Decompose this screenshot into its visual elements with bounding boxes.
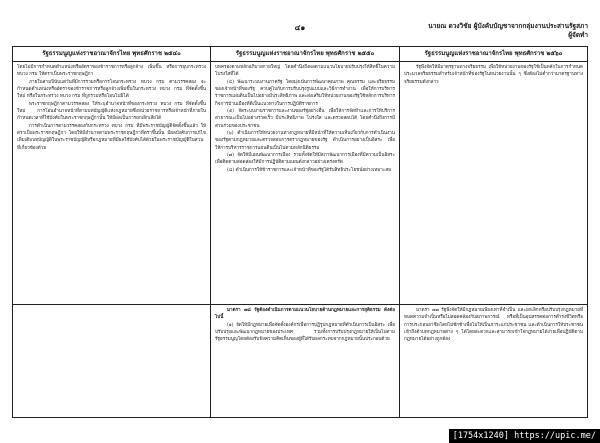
author-name: นายณ ดวงวิชัย ผู้บังคับบัญชาจากกลุ่มงานประสานรัฐสภา [428,22,588,30]
cell-2540-row1 [13,62,211,305]
paragraph: มาตรา ๗๗ รัฐพึงจัดให้มีกฎหมายเพียงเท่าที่จำเป็น และยกเลิกหรือปรับปรุงกฎหมายที่หมดความจำเป็นหรือไม่สอดคล้องกับสภาพการณ์ หรือที่เป็นอุปสรรคต่อการดำรงชีวิตหรือการประกอบอาชีพโดยไม่ชักช้าเพื่อไม่ให้เป็นภาระแก่ประชาชน และดำเนินการให้ประชาชนเข้าถึงตัวบทกฎหมายต่าง ๆ ได้โดยสะดวกและสามารถเข้าใจกฎหมายได้ง่ายเพื่อปฏิบัติตามกฎหมายได้อย่างถูกต้อง [404,308,583,343]
paragraph: (๖) ดำเนินการให้หน่วยงานทางกฎหมายที่มีหน้าที่ให้ความเห็นเกี่ยวกับการดำเนินงานของรัฐตามกฎหมายและตรวจสอบการตรากฎหมายของรัฐ ดำเนินการอย่างเป็นอิสระ เพื่อให้การบริหารราชการแผ่นดินเป็นไปตามหลักนิติธรรม [215,131,395,151]
table-header-row [13,47,588,62]
table-row [13,62,588,305]
paragraph: พระราชกฤษฎีกาตามวรรคสอง ให้ระบุอำนาจหน้าที่ของกระทรวง ทบวง กรม ที่จัดตั้งขึ้นใหม่ การโอนอำนาจหน้าที่ตามบทบัญญัติแห่งกฎหมายซึ่งหน่วยราชการหรือเจ้าหน้าที่ภายในกำหนดเวลาที่ใช้บังคับในพระราชกฤษฎีกานั้น ให้มีผลเป็นการยกเลิกเสียได้ [17,101,206,122]
paragraph: บทครองตามหลักอภิบาลกายใหญ่ โดยคำนึงถึงผลตามแนวนโยบายปรับปรุงให้สิทธิ์ในความโปร่งใสที่ได้ [215,65,395,78]
header-2560: รัฐธรรมนูญแห่งราชอาณาจักรไทย พุทธศักราช ๒๕๖๐ [400,47,588,62]
paragraph: (๗) จัดให้มีแผนพัฒนาการเมือง รวมทั้งจัดให้มีสภาพัฒนาการเมืองที่มีความเป็นอิสระ เพื่อติดตามสอดส่องให้มีการปฏิบัติตามแผนดังกล่าวอย่างเคร่งครัด [215,153,395,166]
paragraph: การดำเนินการตามวรรคสองกับกระทรวง ทบวง กรม ที่มีพระราชบัญญัติจัดตั้งขึ้นแล้ว ให้ตราเป็นพระราชกฤษฎีกา โดยให้มีอำนาจตามพระราชกฤษฎีกาที่ตราขึ้นนั้น มีผลบังคับการแก้ไขเพิ่มเติมบทบัญญัติในพระราชบัญญัติหรือกฎหมายที่มีผลใช้บังคับได้ด้วยในพระราชบัญญัติในส่วนที่เกี่ยวข้องด้วย [17,123,206,151]
paragraph: ภายในสามปีนับแต่วันที่มีการรวมหรือการโอนกระทรวง ทบวง กรม ตามวรรคสอง จะกำหนดตำแหน่งหรืออัตราของข้าราชการหรือลูกจ้างเพิ่มขึ้นในกระทรวง ทบวง กรม ที่จัดตั้งขึ้นใหม่ หรือในกระทรวง ทบวง กรม ที่ถูกรวมหรือโอนไปมิได้ [17,79,206,100]
cell-2550-row2 [211,305,400,418]
paragraph: (๑) จัดให้มีกฎหมายเพื่อจัดตั้งองค์กรเพื่อการปฏิรูปกฎหมายที่ดำเนินการเป็นอิสระ เพื่อปรับปรุงและพัฒนากฎหมายของประเทศ รวมทั้งการปรับปรุงกฎหมายให้เป็นไปตามรัฐธรรมนูญโดยต้องรับฟังความคิดเห็นของผู้ที่ได้รับผลกระทบจากกฎหมายนั้นประกอบด้วย [215,322,395,343]
page-number: ๔๑ [294,23,306,32]
paragraph: (๘) ดำเนินการให้ข้าราชการและเจ้าหน้าที่ของรัฐได้รับสิทธิประโยชน์อย่างเหมาะสม [227,167,392,173]
paragraph: โดยไม่มีการกำหนดตำแหน่งหรืออัตราของข้าราชการหรือลูกจ้าง เพิ่มขึ้น หรือการยุบกระทรวง ทบวง กรม ให้ตราเป็นพระราชกฤษฎีกา [17,65,206,78]
cell-2540-row2 [13,305,211,418]
cell-2560-row1 [400,62,588,305]
constitution-comparison-table [12,46,588,418]
paragraph: (๕) จัดระบบงานราชการและงานของรัฐอย่างอื่น เพื่อให้การจัดทำและการให้บริการสาธารณะเป็นไปอย่างรวดเร็ว มีประสิทธิภาพ โปร่งใส และตรวจสอบได้ โดยคำนึงถึงการมีส่วนร่วมของประชาชน [215,109,395,129]
document-author-header [428,22,588,40]
author-role: ผู้จัดทำ [568,31,588,39]
cell-2560-row2 [400,305,588,418]
cell-2550-row1 [211,62,400,305]
paragraph: (๔) พัฒนาระบบงานภาครัฐ โดยมุ่งเน้นการพัฒนาคุณภาพ คุณธรรม และจริยธรรมของเจ้าหน้าที่ของรัฐ ควบคู่ไปกับการปรับปรุงรูปแบบและวิธีการทำงาน เพื่อให้การบริหารราชการแผ่นดินเป็นไปอย่างมีประสิทธิภาพ และส่งเสริมให้หน่วยงานของรัฐใช้หลักการบริหารกิจการบ้านเมืองที่ดีเป็นแนวทางในการปฏิบัติราชการ [215,79,395,107]
table-row [13,305,588,418]
image-host-watermark: [1754x1240] https://upic.me/ [449,429,600,443]
header-2540: รัฐธรรมนูญแห่งราชอาณาจักรไทย พุทธศักราช ๒๕๔๐ [13,47,211,62]
header-2550: รัฐธรรมนูญแห่งราชอาณาจักรไทย พุทธศักราช ๒๕๕๐ [211,47,400,62]
paragraph: รัฐพึงจัดให้มีมาตรฐานทางจริยธรรม เพื่อให้หน่วยงานของรัฐใช้เป็นหลักในการกำหนดประมวลจริยธรรมสำหรับเจ้าหน้าที่ของรัฐในหน่วยงานนั้น ๆ ซึ่งต้องไม่ต่ำกว่ามาตรฐานทางจริยธรรมดังกล่าว [404,65,583,85]
section-heading: มาตรา ๗๘ รัฐต้องดำเนินการตามแนวนโยบายด้านกฎหมายและการยุติธรรม ดังต่อไปนี้ [215,308,395,321]
